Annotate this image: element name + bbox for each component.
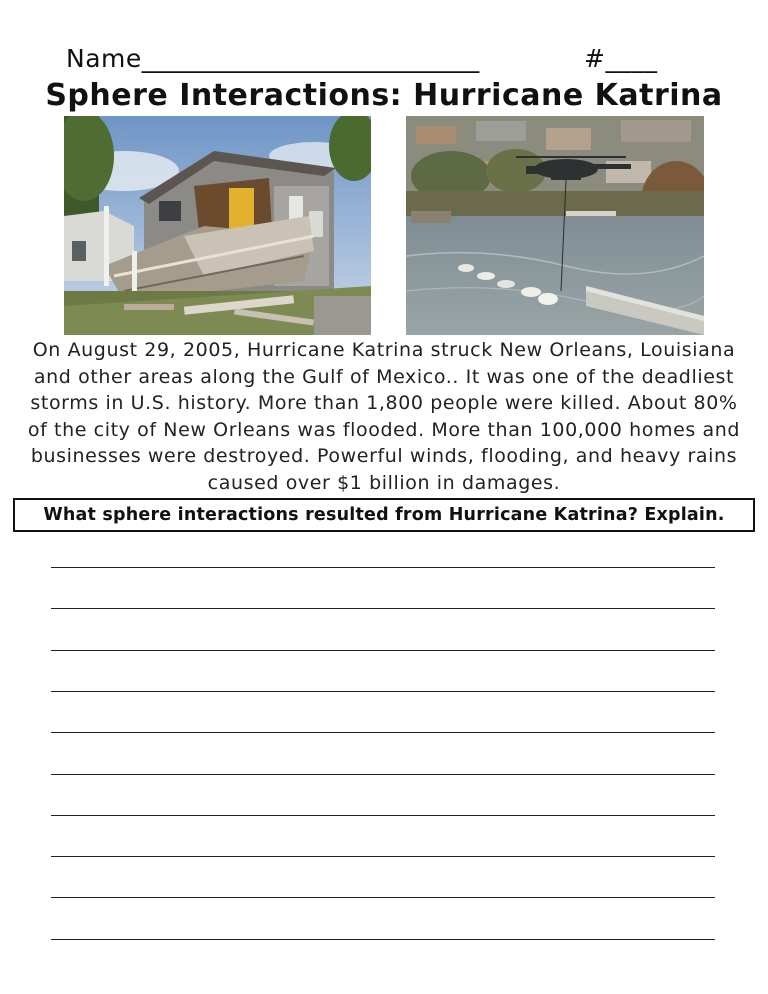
worksheet-title: Sphere Interactions: Hurricane Katrina xyxy=(45,78,723,113)
answer-line[interactable] xyxy=(51,567,715,568)
question-prompt: What sphere interactions resulted from Hurricane Katrina? Explain. xyxy=(13,498,755,532)
answer-line[interactable] xyxy=(51,939,715,940)
answer-line[interactable] xyxy=(51,691,715,692)
answer-line[interactable] xyxy=(51,650,715,651)
number-field[interactable]: #____ xyxy=(584,44,658,73)
header-row xyxy=(66,44,686,78)
answer-line[interactable] xyxy=(51,856,715,857)
name-field[interactable]: Name__________________________ xyxy=(66,44,480,73)
answer-line[interactable] xyxy=(51,815,715,816)
answer-line[interactable] xyxy=(51,897,715,898)
answer-line[interactable] xyxy=(51,774,715,775)
damaged-house-photo xyxy=(64,116,371,335)
flooded-city-helicopter-photo xyxy=(406,116,704,335)
passage-text: On August 29, 2005, Hurricane Katrina struck New Orleans, Louisiana and other areas along the Gulf of Mexico.. It was one of the deadliest storms in U.S. history. More than 1,800 people were killed. About 80% of the city of New Orleans was flooded. More than 100,000 homes and businesses were destroyed. Powerful winds, flooding, and heavy rains caused over $1 billion in damages. xyxy=(27,339,741,494)
answer-line[interactable] xyxy=(51,608,715,609)
answer-line[interactable] xyxy=(51,732,715,733)
